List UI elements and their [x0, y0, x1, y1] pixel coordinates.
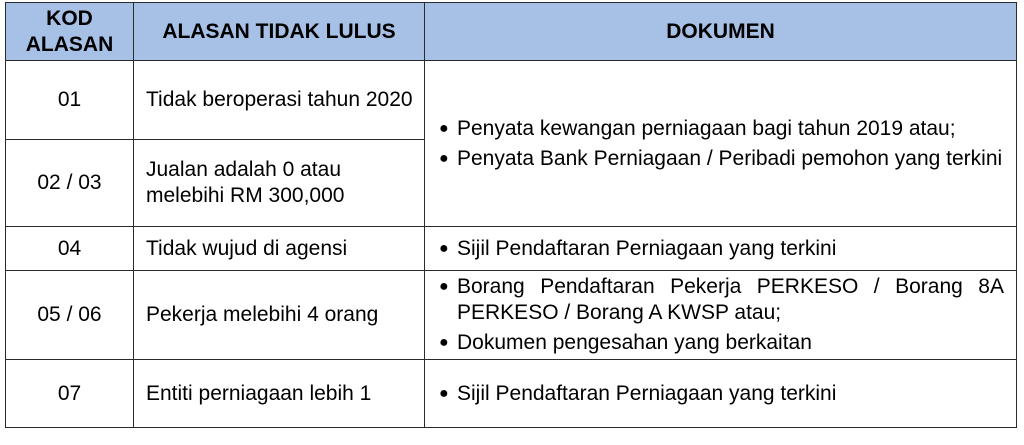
- header-kod-alasan: [6, 3, 134, 61]
- alasan-cell: Jualan adalah 0 atau melebihi RM 300,000: [134, 140, 425, 227]
- header-alasan-tidak-lulus: ALASAN TIDAK LULUS: [134, 3, 425, 61]
- dokumen-list: [439, 116, 1004, 172]
- reasons-documents-table: [5, 2, 1017, 428]
- dokumen-cell: [425, 271, 1017, 360]
- bullet-icon: ●: [439, 278, 449, 295]
- dokumen-item: [439, 381, 1004, 407]
- dokumen-cell: [425, 227, 1017, 271]
- dokumen-list: [439, 381, 1004, 407]
- kod-cell: 02 / 03: [6, 140, 134, 227]
- table-row: [6, 61, 1017, 140]
- dokumen-item-text: Borang Pendaftaran Pekerja PERKESO / Borang 8A PERKESO / Borang A KWSP atau;: [457, 275, 1004, 324]
- table-row: [6, 271, 1017, 360]
- dokumen-item-text: Penyata kewangan perniagaan bagi tahun 2019 atau;: [457, 116, 956, 140]
- dokumen-cell: [425, 61, 1017, 227]
- bullet-icon: ●: [439, 384, 449, 402]
- alasan-cell: Pekerja melebihi 4 orang: [134, 271, 425, 360]
- kod-cell: 05 / 06: [6, 271, 134, 360]
- dokumen-item: [439, 146, 1004, 172]
- kod-cell: 01: [6, 61, 134, 140]
- dokumen-item-text: Penyata Bank Perniagaan / Peribadi pemohon yang terkini: [457, 146, 1003, 170]
- dokumen-item: [439, 236, 1004, 262]
- table-header: [6, 3, 1017, 61]
- alasan-cell: Tidak beroperasi tahun 2020: [134, 61, 425, 140]
- bullet-icon: ●: [439, 149, 449, 167]
- table-row: [6, 360, 1017, 428]
- dokumen-item-text: Dokumen pengesahan yang berkaitan: [457, 331, 812, 354]
- dokumen-list: [439, 274, 1004, 356]
- dokumen-item: [439, 116, 1004, 142]
- bullet-icon: ●: [439, 239, 449, 257]
- header-row: [6, 3, 1017, 61]
- alasan-cell: Entiti perniagaan lebih 1: [134, 360, 425, 428]
- dokumen-cell: [425, 360, 1017, 428]
- dokumen-list: [439, 236, 1004, 262]
- table-row: [6, 227, 1017, 271]
- dokumen-item: [439, 274, 1004, 326]
- kod-cell: 07: [6, 360, 134, 428]
- header-kod-line1: KOD: [46, 6, 93, 30]
- kod-cell: 04: [6, 227, 134, 271]
- dokumen-item: [439, 330, 1004, 356]
- header-kod-line2: ALASAN: [25, 32, 114, 56]
- bullet-icon: ●: [439, 119, 449, 137]
- bullet-icon: ●: [439, 334, 449, 351]
- dokumen-item-text: Sijil Pendaftaran Perniagaan yang terkini: [457, 236, 837, 260]
- alasan-cell: Tidak wujud di agensi: [134, 227, 425, 271]
- table-body: [6, 61, 1017, 428]
- dokumen-item-text: Sijil Pendaftaran Perniagaan yang terkini: [457, 381, 837, 405]
- header-dokumen: DOKUMEN: [425, 3, 1017, 61]
